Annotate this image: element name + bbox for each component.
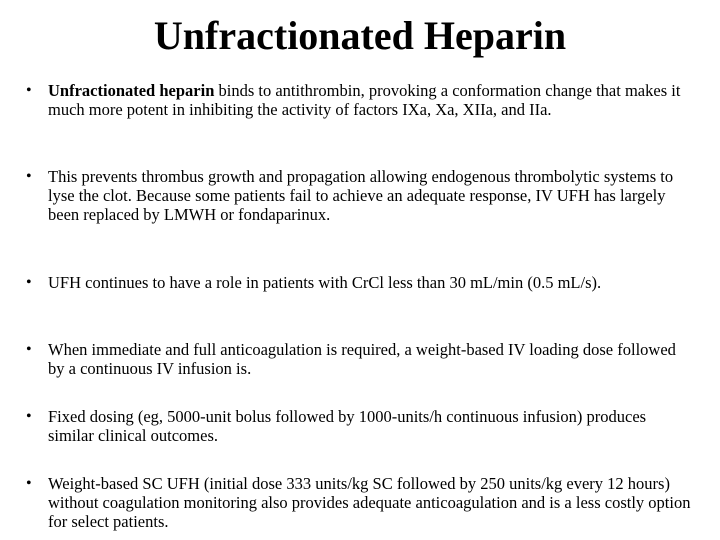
bullet-item xyxy=(26,273,696,292)
bullet-marker: • xyxy=(26,408,32,425)
bullet-text: When immediate and full anticoagulation is required, a weight-based IV loading dose followed by a continuous IV infusion is. xyxy=(48,340,676,378)
bullet-body: binds to antithrombin, provoking a conformation change that makes it much more potent in inhibiting the activity of factors IXa, Xa, XIIa, and IIa. xyxy=(48,81,681,119)
slide-title: Unfractionated Heparin xyxy=(153,13,567,58)
bullet-text: Weight-based SC UFH (initial dose 333 units/kg SC followed by 250 units/kg every 12 hours) without coagulation monitoring also provides adequate anticoagulation and is a less costly option for select patients. xyxy=(48,474,691,531)
bullet-marker: • xyxy=(26,82,32,99)
bullet-item xyxy=(26,81,696,119)
bullet-lead-term: Unfractionated heparin xyxy=(48,81,215,100)
bullet-text: Fixed dosing (eg, 5000-unit bolus followed by 1000-units/h continuous infusion) produces similar clinical outcomes. xyxy=(48,407,647,445)
bullet-marker: • xyxy=(26,168,32,185)
bullet-marker: • xyxy=(26,274,32,291)
bullet-item xyxy=(26,407,696,445)
bullet-text: UFH continues to have a role in patients with CrCl less than 30 mL/min (0.5 mL/s). xyxy=(48,273,602,292)
bullet-item xyxy=(26,340,696,378)
bullet-item xyxy=(26,474,696,531)
bullet-text xyxy=(48,81,696,119)
bullet-text: This prevents thrombus growth and propagation allowing endogenous thrombolytic systems to lyse the clot. Because some patients fail to achieve an adequate response, IV UFH has largely been replaced by LMWH or fondaparinux. xyxy=(48,167,674,224)
bullet-marker: • xyxy=(26,341,32,358)
bullet-marker: • xyxy=(26,475,32,492)
bullet-item xyxy=(26,167,696,224)
